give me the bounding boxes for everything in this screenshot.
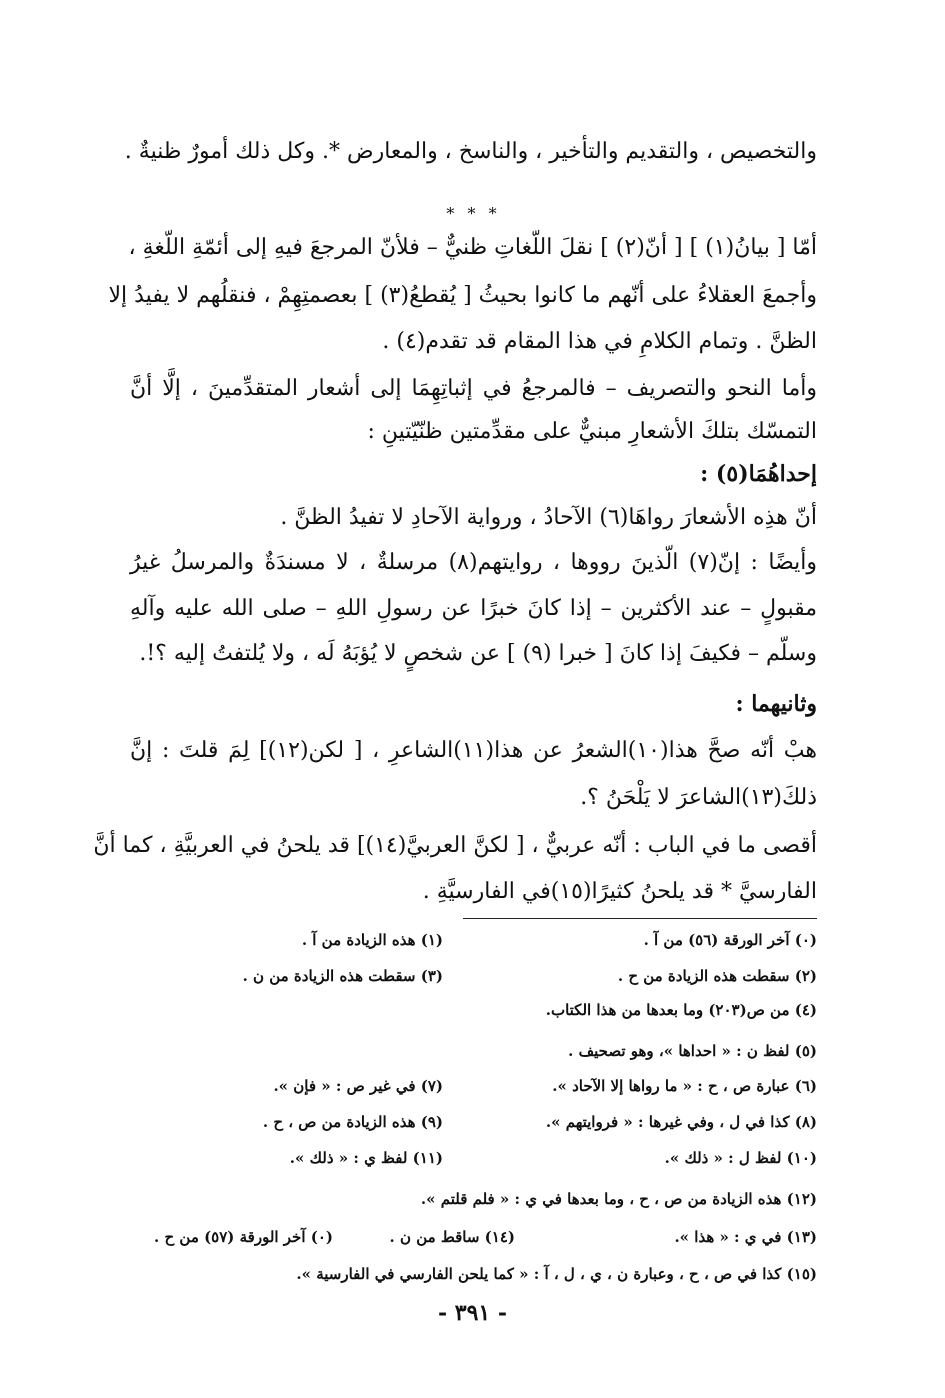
body-line: مقبولٍ – عند الأكثرين – إذا كانَ خبرًا عن رسولِ اللهِ – صلى الله عليه وآلهِ bbox=[130, 596, 817, 621]
footnote: (٢) سقطت هذه الزيادة من ح . bbox=[617, 967, 817, 985]
section-separator: * * * bbox=[446, 204, 501, 223]
body-line: الفارسيَّ * قد يلحنُ كثيرًا(١٥)في الفارسيَّةِ . bbox=[422, 879, 817, 904]
body-line: أنّ هذِه الأشعارَ رواهَا(٦) الآحادُ ، ورواية الآحادِ لا تفيدُ الظنَّ . bbox=[280, 505, 817, 530]
footnote: (٠) آخر الورقة (٥٦) من آ . bbox=[643, 931, 817, 949]
footnote: (٨) كذا في ل ، وفي غيرها : « فروايتهم ». bbox=[545, 1113, 817, 1131]
body-line: وأيضًا : إنّ(٧) الّذينَ رووها ، روايتهم(٨) مرسلةٌ ، لا مسندَةٌ والمرسلُ غيرُ bbox=[130, 550, 818, 575]
body-line: أمّا [ بيانُ(١) ] [ أنّ(٢) ] نقلَ اللّغاتِ ظنيٌّ – فلأنّ المرجعَ فيهِ إلى أئمّةِ اللّغةِ ، bbox=[128, 235, 817, 260]
body-line: أقصى ما في الباب : أنّه عربيٌّ ، [ لكنَّ العربيَّ(١٤)] قد يلحنُ في العربيَّةِ ، كما أنَّ bbox=[93, 833, 817, 858]
footnote: (١٠) لفظ ل : « ذلك ». bbox=[664, 1149, 817, 1167]
footnote: (٦) عبارة ص ، ح : « ما رواها إلا الآحاد ». bbox=[552, 1077, 817, 1095]
body-line: والتخصيص ، والتقديم والتأخير ، والناسخ ، والمعارض *. وكل ذلك أمورٌ ظنيةٌ . bbox=[124, 139, 817, 164]
footnote: (٠) آخر الورقة (٥٧) من ح . bbox=[154, 1228, 333, 1246]
body-line: وأجمعَ العقلاءُ على أنّهم ما كانوا بحيثُ [ يُقطعُ(٣) ] بعصمتِهِمْ ، فنقلُهم لا يفيدُ إلا bbox=[108, 283, 817, 308]
body-line: وسلّم – فكيفَ إذا كانَ [ خبرا (٩) ] عن شخصٍ لا يُؤبَهُ لَه ، ولا يُلتفتُ إليه ؟!. bbox=[139, 641, 817, 666]
body-line: ذلكَ(١٣)الشاعرَ لا يَلْحَنُ ؟. bbox=[580, 785, 817, 810]
subheading-second: وثانيهما : bbox=[735, 691, 817, 717]
footnote: (٤) من ص(٢٠٣) وما بعدها من هذا الكتاب. bbox=[545, 1001, 817, 1019]
footnote-rule bbox=[463, 918, 817, 919]
body-line: التمسّك بتلكَ الأشعارِ مبنيٌّ على مقدِّمتين ظنّيّتينِ : bbox=[367, 419, 817, 444]
footnote: (١) هذه الزيادة من آ . bbox=[301, 931, 443, 949]
footnote: (١٣) في ي : « هذا ». bbox=[674, 1228, 817, 1246]
footnote: (٧) في غير ص : « فإن ». bbox=[273, 1077, 443, 1095]
body-line: هبْ أنّه صحَّ هذا(١٠)الشعرُ عن هذا(١١)الشاعرِ ، [ لكن(١٢)] لِمَ قلتَ : إنَّ bbox=[130, 738, 817, 763]
footnote: (٣) سقطت هذه الزيادة من ن . bbox=[242, 967, 443, 985]
body-line: وأما النحو والتصريف – فالمرجعُ في إثباتِهِمَا إلى أشعار المتقدِّمينَ ، إلَّا أنَّ bbox=[130, 376, 817, 401]
subheading-first: إحداهُمَا(٥) : bbox=[700, 461, 817, 487]
footnote: (١٥) كذا في ص ، ح ، وعبارة ن ، ي ، ل ، آ : « كما يلحن الفارسي في الفارسية ». bbox=[296, 1265, 817, 1283]
footnote: (٩) هذه الزيادة من ص ، ح . bbox=[262, 1113, 443, 1131]
page-number: - ٣٩١ - bbox=[437, 1300, 508, 1326]
footnote: (٥) لفظ ن : « احداها »، وهو تصحيف . bbox=[568, 1042, 817, 1060]
footnote: (١٢) هذه الزيادة من ص ، ح ، وما بعدها في ي : « فلم قلتم ». bbox=[420, 1190, 817, 1208]
body-line: الظنَّ . وتمام الكلامِ في هذا المقام قد تقدم(٤) . bbox=[382, 329, 817, 354]
footnote: (١١) لفظ ي : « ذلك ». bbox=[289, 1149, 443, 1167]
footnote: (١٤) ساقط من ن . bbox=[389, 1228, 515, 1246]
